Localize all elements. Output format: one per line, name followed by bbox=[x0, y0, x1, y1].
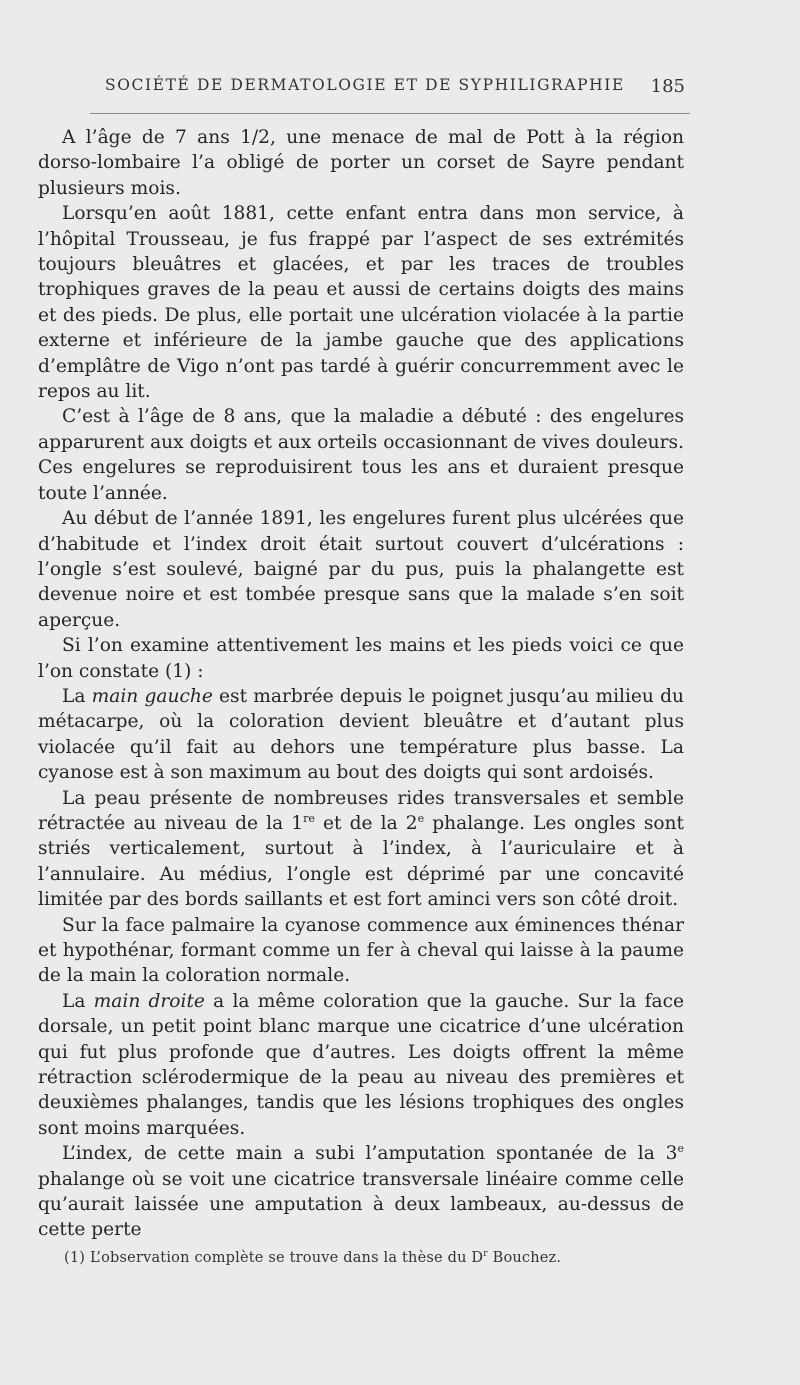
superscript: e bbox=[677, 1142, 684, 1156]
paragraph: Si l’on examine attentivement les mains et les pieds voici ce que l’on constate (1) : bbox=[38, 635, 684, 682]
paragraph: Au début de l’année 1891, les engelures furent plus ulcérées que d’habitude et l’index droit était surtout couvert d’ulcérations : l’ongle s’est soulevé, baigné par du pus, puis la phalangette est devenue noire et est tombée presque sans que la malade s’en soit aperçue. bbox=[38, 508, 684, 631]
text-run: (1) L’observation complète se trouve dans la thèse du D bbox=[64, 1250, 484, 1266]
header-rule bbox=[90, 113, 690, 114]
page-number: 185 bbox=[650, 76, 685, 97]
superscript: e bbox=[417, 811, 425, 825]
body-text bbox=[38, 125, 684, 1243]
text-run: a la même coloration que la gauche. Sur la face dorsale, un petit point blanc marque une cicatrice d’une ulcération qui fut plus profonde que d’autres. Les doigts offrent la même rétraction sclérodermique de la peau au niveau des premières et deuxièmes phalanges, tandis que les lésions trophiques des ongles sont moins marquées. bbox=[38, 990, 684, 1139]
paragraph: Sur la face palmaire la cyanose commence aux éminences thénar et hypothénar, formant comme un fer à cheval qui laisse à la paume de la main la coloration normale. bbox=[38, 914, 684, 987]
paragraph: Lorsqu’en août 1881, cette enfant entra dans mon service, à l’hôpital Trousseau, je fus frappé par l’aspect de ses extrémités toujours bleuâtres et glacées, et par les traces de troubles trophiques graves de la peau et aussi de certains doigts des mains et des pieds. De plus, elle portait une ulcération violacée à la partie externe et inférieure de la jambe gauche que des applications d’emplâtre de Vigo n’ont pas tardé à guérir concurremment avec le repos au lit. bbox=[38, 203, 684, 403]
paragraph bbox=[38, 684, 684, 786]
text-run: et de la 2 bbox=[314, 812, 418, 834]
text-run: La bbox=[62, 685, 92, 707]
paragraph bbox=[38, 989, 684, 1141]
text-run: phalange. Les ongles sont striés verticalement, surtout à l’index, à l’auriculaire et à l’annulaire. Au médius, l’ongle est déprimé par une concavité limitée par des bords saillants et est fort aminci vers son côté droit. bbox=[38, 812, 685, 911]
running-header bbox=[105, 76, 685, 97]
text-run: La peau présente de nombreuses rides transversales et semble rétractée au niveau de la 1 bbox=[38, 787, 684, 834]
text-run: La bbox=[62, 990, 94, 1012]
text-run: Bouchez. bbox=[487, 1250, 562, 1266]
text-run: L’index, de cette main a subi l’amputation spontanée de la 3 bbox=[62, 1143, 678, 1165]
paragraph bbox=[38, 786, 684, 913]
running-title: SOCIÉTÉ DE DERMATOLOGIE ET DE SYPHILIGRAPHIE bbox=[105, 76, 625, 94]
superscript: re bbox=[303, 811, 315, 825]
italic-term: main droite bbox=[93, 990, 205, 1012]
text-run: est marbrée depuis le poignet jusqu’au milieu du métacarpe, où la coloration devient bleuâtre et d’autant plus violacée qu’il fait au dehors une température plus basse. La cyanose est à son maximum au bout des doigts qui sont ardoisés. bbox=[38, 685, 684, 784]
paragraph: A l’âge de 7 ans 1/2, une menace de mal de Pott à la région dorso-lombaire l’a obligé de porter un corset de Sayre pendant plusieurs mois. bbox=[38, 127, 684, 199]
paragraph bbox=[38, 1141, 684, 1243]
paragraph: C’est à l’âge de 8 ans, que la maladie a débuté : des engelures apparurent aux doigts et aux orteils occasionnant de vives douleurs. Ces engelures se reproduisirent tous les ans et duraient presque toute l’année. bbox=[38, 406, 684, 504]
italic-term: main gauche bbox=[91, 685, 213, 707]
text-run: phalange où se voit une cicatrice transversale linéaire comme celle qu’aurait laissée une amputation à deux lambeaux, au-dessus de cette perte bbox=[38, 1168, 684, 1241]
footnote bbox=[64, 1250, 684, 1266]
superscript: r bbox=[483, 1249, 488, 1259]
